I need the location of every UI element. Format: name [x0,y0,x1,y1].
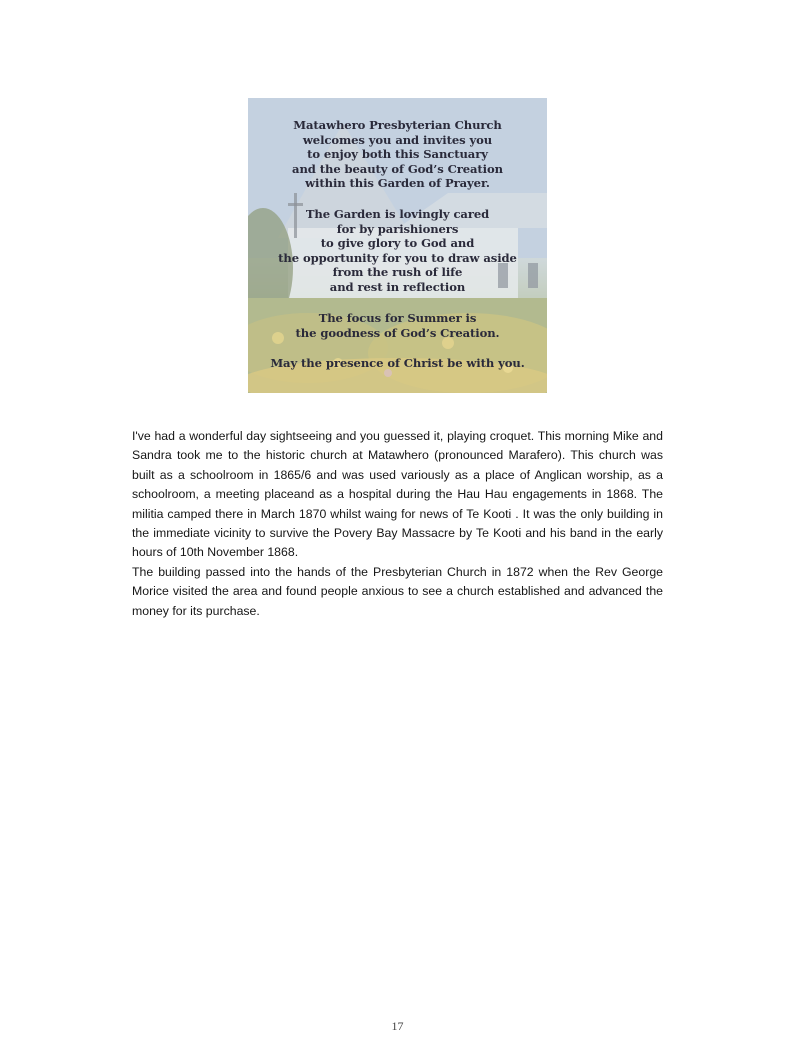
sign-line: May the presence of Christ be with you. [270,356,525,370]
sign-focus-block [248,311,547,340]
sign-line: for by parishioners [336,221,459,236]
body-text [132,427,663,621]
sign-blessing-block [248,356,547,371]
sign-line: The Garden is lovingly cared [305,207,490,221]
page-number: 17 [391,1019,404,1033]
paragraph: I've had a wonderful day sightseeing and you guessed it, playing croquet. This morning Mike and Sandra took me to the historic church at Matawhero (pronounced Marafero). This church was built as a schoolroom in 1865/6 and was used variously as a place of Anglican worship, as a schoolroom, a meeting placeand as a hospital during the Hau Hau engagements in 1868. The militia camped there in March 1870 whilst waing for news of Te Kooti . It was the only building in the immediate vicinity to survive the Povery Bay Massacre by Te Kooti and his band in the early hours of 10th November 1868. [132,429,663,560]
sign-line: and the beauty of God’s Creation [292,161,503,176]
paragraph: The building passed into the hands of the Presbyterian Church in 1872 when the Rev George Morice visited the area and found people anxious to see a church established and advanced the money for its purchase. [132,564,663,618]
sign-line: Matawhero Presbyterian Church [293,118,502,132]
welcome-sign-text [248,98,547,393]
sign-line: from the rush of life [332,265,463,280]
sign-line: welcomes you and invites you [302,132,493,147]
sign-welcome-block [248,118,547,191]
church-sign-photo [248,98,547,393]
sign-line: The focus for Summer is [318,311,477,325]
sign-garden-block [248,207,547,295]
sign-line: to give glory to God and [320,236,475,251]
sign-line: to enjoy both this Sanctuary [307,147,488,162]
sign-line: and rest in reflection [329,279,466,294]
sign-line: within this Garden of Prayer. [305,176,490,191]
sign-line: the goodness of God’s Creation. [295,325,500,340]
sign-line: the opportunity for you to draw aside [278,250,517,265]
